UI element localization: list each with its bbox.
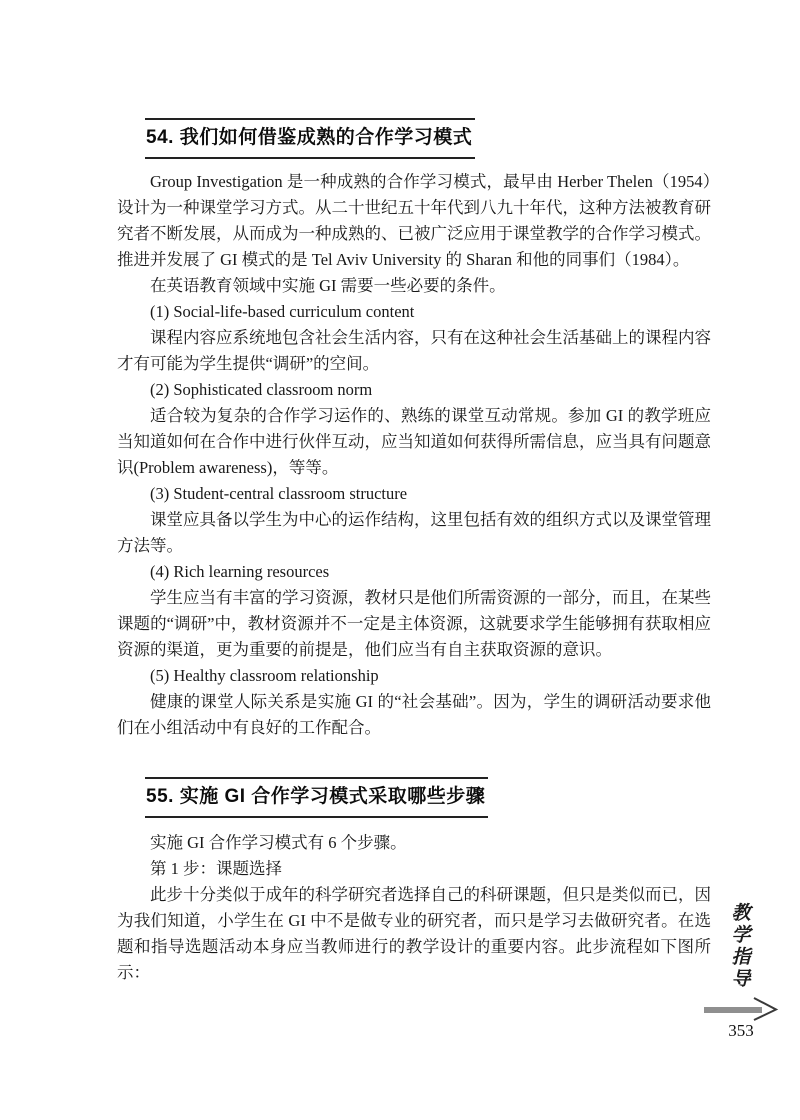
condition-1-label: (1) Social-life-based curriculum content [150, 301, 415, 321]
page-arrow-icon [702, 997, 780, 1021]
condition-4-label: (4) Rich learning resources [150, 561, 330, 581]
condition-2-body: 适合较为复杂的合作学习运作的、熟练的课堂互动常规。参加 GI 的教学班应当知道如何在合作中进行伙伴互动，应当知道如何获得所需信息，应当具有问题意识(Problem awareness)，等等。 [117, 405, 711, 477]
section-55 [117, 777, 711, 986]
margin-tab [702, 903, 780, 1041]
condition-3-label: (3) Student-central classroom structure [150, 483, 408, 503]
condition-5-body: 健康的课堂人际关系是实施 GI 的“社会基础”。因为，学生的调研活动要求他们在小组活动中有良好的工作配合。 [117, 691, 711, 737]
step-1-title: 第 1 步：课题选择 [150, 858, 282, 878]
condition-1-body: 课程内容应系统地包含社会生活内容，只有在这种社会生活基础上的课程内容才有可能为学生提供“调研”的空间。 [117, 327, 711, 373]
condition-4-body: 学生应当有丰富的学习资源，教材只是他们所需资源的一部分，而且，在某些课题的“调研”中，教材资源并不一定是主体资源，这就要求学生能够拥有获取相应资源的渠道，更为重要的前提是，他们应当有自主获取资源的意识。 [117, 587, 711, 659]
paragraph-conditions-lead: 在英语教育领域中实施 GI 需要一些必要的条件。 [150, 275, 506, 295]
page-number: 353 [728, 1021, 754, 1040]
page-content [117, 118, 711, 986]
section-54 [117, 118, 711, 741]
margin-tab-char: 教 [731, 903, 751, 924]
margin-tab-char: 导 [731, 969, 751, 990]
condition-5-label: (5) Healthy classroom relationship [150, 665, 379, 685]
section-54-heading: 54. 我们如何借鉴成熟的合作学习模式 [145, 118, 475, 159]
step-1-body: 此步十分类似于成年的科学研究者选择自己的科研课题，但只是类似而已，因为我们知道，小学生在 GI 中不是做专业的研究者，而只是学习去做研究者。在选题和指导选题活动本身应当教师进行的教学设计的重要内容。此步流程如下图所示： [117, 884, 711, 982]
paragraph-intro: Group Investigation 是一种成熟的合作学习模式，最早由 Herber Thelen（1954）设计为一种课堂学习方式。从二十世纪五十年代到八九十年代，这种方法被教育研究者不断发展，从而成为一种成熟的、已被广泛应用于课堂教学的合作学习模式。推进并发展了 GI 模式的是 Tel Aviv University 的 Sharan 和他的同事们（1984）。 [117, 171, 711, 269]
paragraph-steps-lead: 实施 GI 合作学习模式有 6 个步骤。 [150, 832, 407, 852]
condition-3-body: 课堂应具备以学生为中心的运作结构，这里包括有效的组织方式以及课堂管理方法等。 [117, 509, 711, 555]
section-55-heading: 55. 实施 GI 合作学习模式采取哪些步骤 [145, 777, 488, 818]
margin-tab-char: 学 [731, 925, 751, 946]
condition-2-label: (2) Sophisticated classroom norm [150, 379, 373, 399]
margin-tab-label [702, 903, 780, 991]
margin-tab-char: 指 [731, 947, 751, 968]
